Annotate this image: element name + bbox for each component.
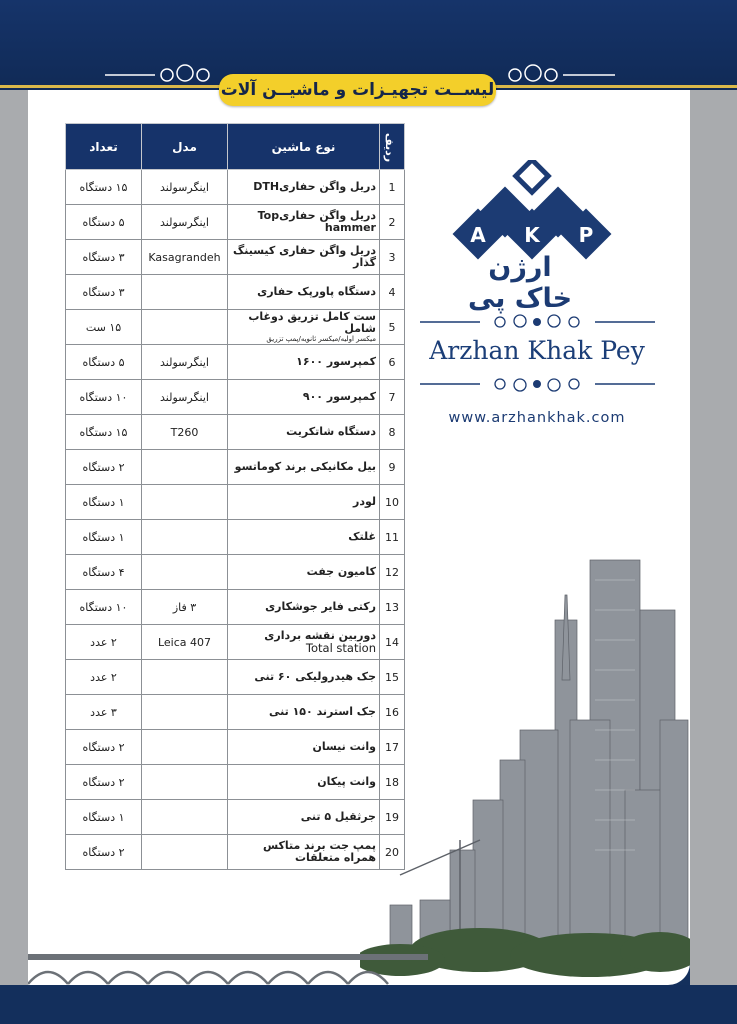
brand-divider-bottom-icon	[420, 374, 655, 394]
header-machine-type: نوع ماشین	[228, 124, 380, 170]
cell-count: ۱۰ دستگاه	[66, 590, 142, 625]
brand-persian-name: ارژن خاک پی	[467, 252, 573, 314]
cell-machine-type: بیل مکانیکی برند کوماتسو	[228, 450, 380, 485]
cell-count: ۱ دستگاه	[66, 485, 142, 520]
cell-row-number: 1	[380, 170, 405, 205]
cell-row-number: 3	[380, 240, 405, 275]
cell-model: ۳ فاز	[142, 590, 228, 625]
table-row	[66, 380, 405, 415]
cell-row-number: 15	[380, 660, 405, 695]
cell-machine-type: جک هیدرولیکی ۶۰ تنی	[228, 660, 380, 695]
cell-count: ۲ دستگاه	[66, 730, 142, 765]
cell-model	[142, 730, 228, 765]
cell-count: ۲ دستگاه	[66, 450, 142, 485]
cell-machine-type: کمپرسور ۹۰۰	[228, 380, 380, 415]
cell-count: ۱۵ دستگاه	[66, 415, 142, 450]
cell-machine-type: غلتک	[228, 520, 380, 555]
table-row	[66, 695, 405, 730]
cell-machine-type: پمپ جت برند متاکس همراه متعلقات	[228, 835, 380, 870]
cell-model	[142, 520, 228, 555]
cell-model	[142, 310, 228, 345]
cell-model: اینگرسولند	[142, 380, 228, 415]
table-row	[66, 555, 405, 590]
cell-model: Leica 407	[142, 625, 228, 660]
cell-machine-type: لودر	[228, 485, 380, 520]
table-row	[66, 590, 405, 625]
cell-row-number: 12	[380, 555, 405, 590]
cell-row-number: 4	[380, 275, 405, 310]
cell-row-number: 6	[380, 345, 405, 380]
cell-row-number: 2	[380, 205, 405, 240]
cell-count: ۵ دستگاه	[66, 205, 142, 240]
table-row	[66, 205, 405, 240]
table-row	[66, 800, 405, 835]
table-row	[66, 835, 405, 870]
table-row	[66, 310, 405, 345]
cell-count: ۴ دستگاه	[66, 555, 142, 590]
cell-model	[142, 765, 228, 800]
table-row	[66, 660, 405, 695]
cell-machine-type: کامیون جفت	[228, 555, 380, 590]
left-margin	[0, 90, 28, 985]
cell-row-number: 19	[380, 800, 405, 835]
cell-count: ۳ دستگاه	[66, 240, 142, 275]
cell-model: اینگرسولند	[142, 170, 228, 205]
cell-machine-type: جک استرند ۱۵۰ تنی	[228, 695, 380, 730]
cell-count: ۲ دستگاه	[66, 835, 142, 870]
cell-count: ۲ عدد	[66, 625, 142, 660]
cell-count: ۳ عدد	[66, 695, 142, 730]
cell-model: Kasagrandeh	[142, 240, 228, 275]
left-ornament-icon	[105, 64, 213, 86]
table-row	[66, 275, 405, 310]
cell-model	[142, 835, 228, 870]
cell-model	[142, 660, 228, 695]
akp-logo-icon	[420, 160, 665, 260]
bridge-icon	[28, 940, 428, 985]
cell-row-number: 16	[380, 695, 405, 730]
cell-row-number: 20	[380, 835, 405, 870]
cell-model	[142, 275, 228, 310]
cell-model	[142, 485, 228, 520]
cell-machine-type: دستگاه شاتکریت	[228, 415, 380, 450]
table-row	[66, 345, 405, 380]
header-count: تعداد	[66, 124, 142, 170]
cell-model: اینگرسولند	[142, 345, 228, 380]
cell-row-number: 18	[380, 765, 405, 800]
cell-row-number: 8	[380, 415, 405, 450]
cell-row-number: 5	[380, 310, 405, 345]
cell-machine-type: ست کامل تزریق دوغاب شامل میکسر اولیه/میکسر ثانویه/پمپ تزریق	[228, 310, 380, 345]
cell-count: ۲ عدد	[66, 660, 142, 695]
logo-letter-a: A	[470, 223, 486, 247]
cell-row-number: 11	[380, 520, 405, 555]
cell-count: ۱۵ دستگاه	[66, 170, 142, 205]
cell-model	[142, 800, 228, 835]
cell-machine-type: رکتی فایر جوشکاری	[228, 590, 380, 625]
table-row	[66, 730, 405, 765]
cell-machine-type: جرثقیل ۵ تنی	[228, 800, 380, 835]
logo-letter-p: P	[578, 223, 594, 247]
table-row	[66, 170, 405, 205]
logo-letter-k: K	[524, 223, 540, 247]
header-row-number: ردیف	[380, 124, 405, 170]
table-row	[66, 520, 405, 555]
cell-row-number: 14	[380, 625, 405, 660]
cell-machine-type: وانت پیکان	[228, 765, 380, 800]
cell-model: T260	[142, 415, 228, 450]
cell-count: ۱ دستگاه	[66, 520, 142, 555]
cell-model: اینگرسولند	[142, 205, 228, 240]
cell-count: ۱۰ دستگاه	[66, 380, 142, 415]
footer-band	[0, 985, 737, 1024]
table-row	[66, 765, 405, 800]
cell-machine-type: دوربین نقشه برداری Total station	[228, 625, 380, 660]
table-header-row	[66, 124, 405, 170]
table-row	[66, 485, 405, 520]
cell-count: ۱۵ ست	[66, 310, 142, 345]
right-ornament-icon	[505, 64, 615, 86]
cell-machine-type: دریل واگن حفاریTop hammer	[228, 205, 380, 240]
cell-machine-type: دریل واگن حفاری کیسینگ گذار	[228, 240, 380, 275]
cell-model	[142, 555, 228, 590]
cell-count: ۵ دستگاه	[66, 345, 142, 380]
cell-row-number: 17	[380, 730, 405, 765]
cell-model	[142, 450, 228, 485]
right-margin	[690, 90, 737, 985]
city-skyline-icon	[360, 540, 690, 980]
cell-model	[142, 695, 228, 730]
table-row	[66, 450, 405, 485]
cell-count: ۲ دستگاه	[66, 765, 142, 800]
cell-count: ۳ دستگاه	[66, 275, 142, 310]
brand-latin-name: Arzhan Khak Pey	[429, 336, 645, 365]
cell-row-number: 13	[380, 590, 405, 625]
brand-divider-top-icon	[420, 312, 655, 332]
cell-machine-type: وانت نیسان	[228, 730, 380, 765]
header-model: مدل	[142, 124, 228, 170]
cell-machine-type: دریل واگن حفاریDTH	[228, 170, 380, 205]
table-row	[66, 415, 405, 450]
equipment-table	[65, 123, 405, 870]
page-title: لیســت تجهیـزات و ماشیــن آلات	[219, 74, 496, 106]
table-row	[66, 625, 405, 660]
table-row	[66, 240, 405, 275]
cell-row-number: 9	[380, 450, 405, 485]
cell-row-number: 7	[380, 380, 405, 415]
cell-row-number: 10	[380, 485, 405, 520]
cell-count: ۱ دستگاه	[66, 800, 142, 835]
website-link[interactable]: www.arzhankhak.com	[448, 410, 626, 426]
cell-machine-type: کمپرسور ۱۶۰۰	[228, 345, 380, 380]
cell-machine-type: دستگاه پاورپک حفاری	[228, 275, 380, 310]
